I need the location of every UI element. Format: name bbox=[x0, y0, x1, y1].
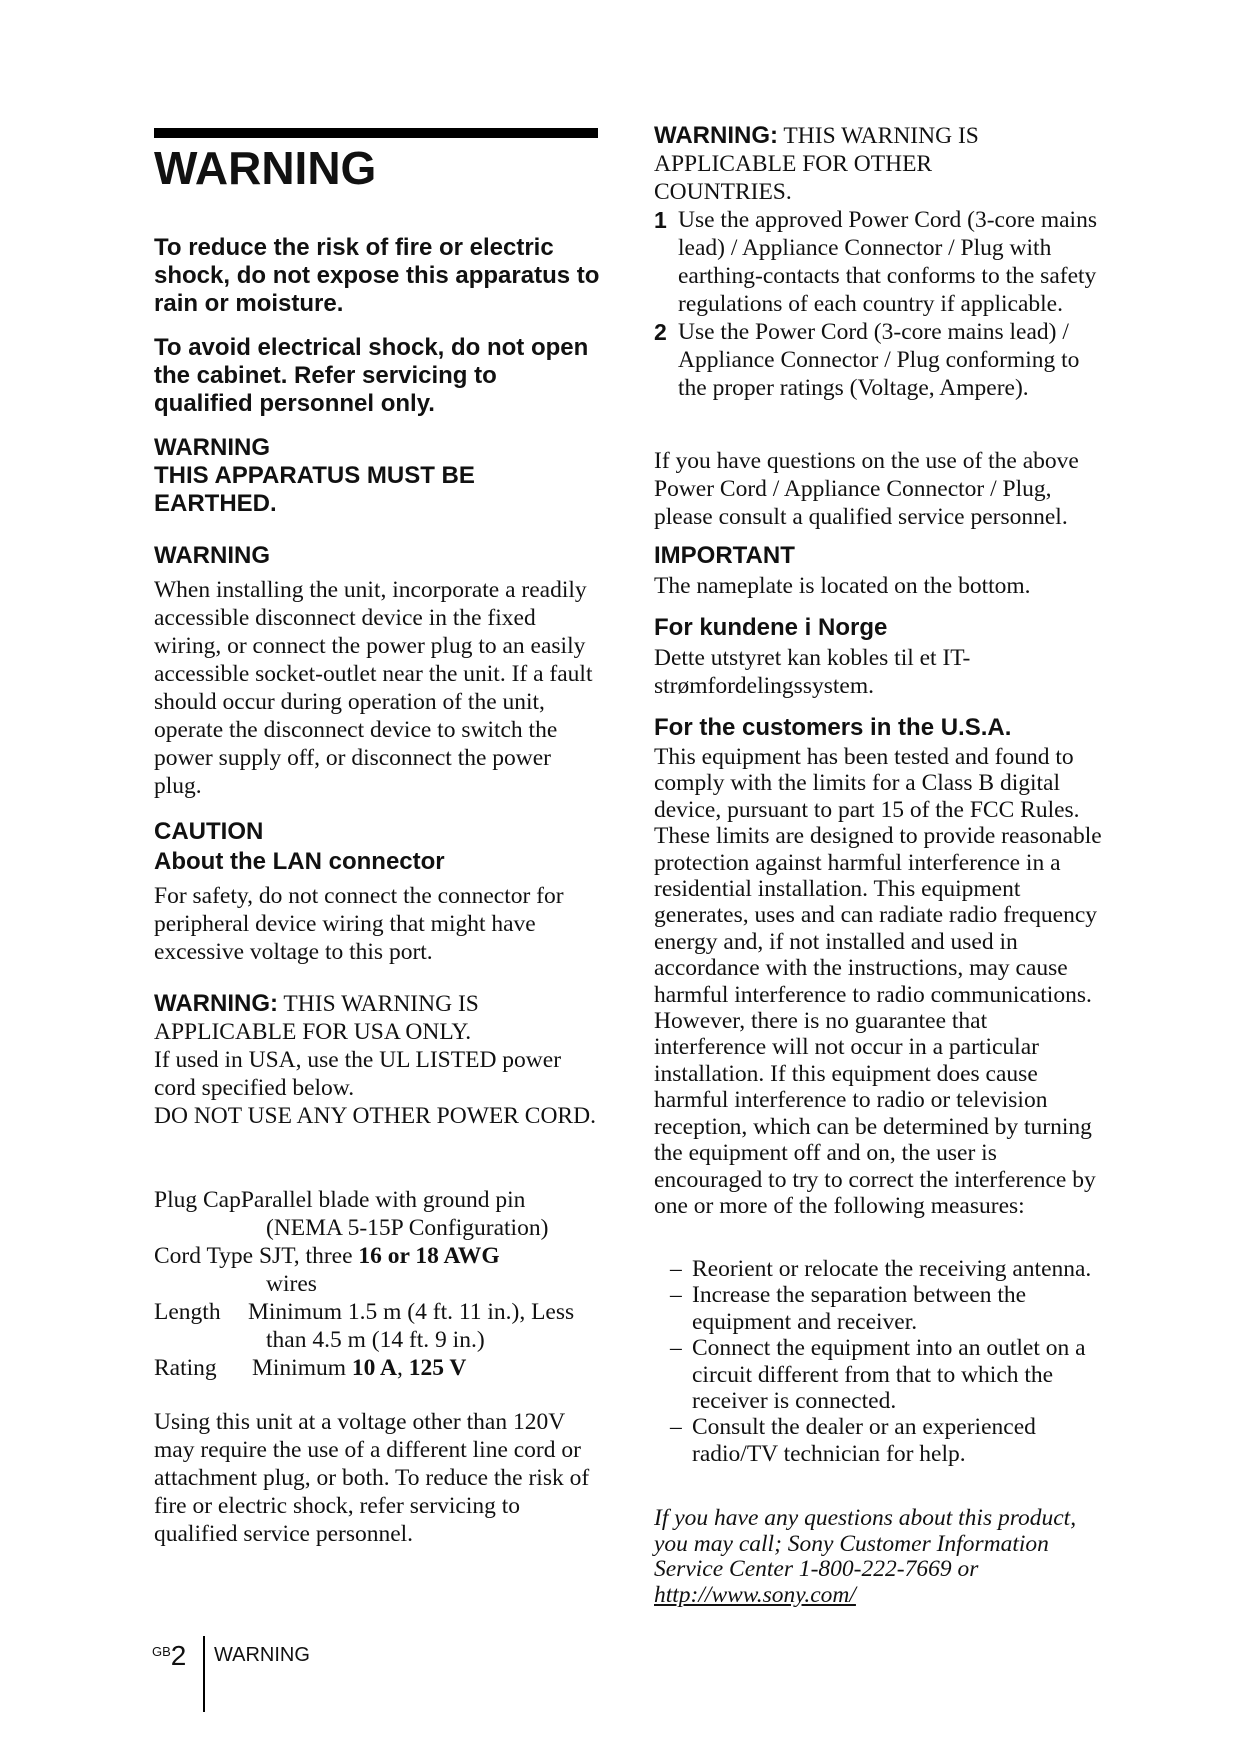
spec-cord-type-cont: wires bbox=[266, 1271, 317, 1297]
list-number: 1 bbox=[654, 207, 667, 233]
spec-length bbox=[154, 1298, 602, 1326]
list-number: 2 bbox=[654, 319, 667, 345]
spec-key: Rating bbox=[154, 1355, 217, 1381]
important-heading: IMPORTANT bbox=[654, 542, 795, 569]
page-number bbox=[152, 1640, 186, 1672]
other-countries-warning bbox=[654, 122, 1102, 402]
spec-value-bold: 125 V bbox=[408, 1355, 467, 1381]
spec-key: Cord Type bbox=[154, 1243, 254, 1269]
page-number-value: 2 bbox=[170, 1640, 187, 1671]
electrical-shock-warning: To avoid electrical shock, do not open the cabinet. Refer servicing to qualified personnel only. bbox=[154, 334, 589, 417]
spec-value: Minimum 1.5 m (4 ft. 11 in.), Less bbox=[248, 1299, 575, 1325]
spec-value: Parallel blade with ground pin bbox=[240, 1187, 526, 1213]
norge-body: Dette utstyret kan kobles til et IT-strømfordelingssystem. bbox=[654, 645, 971, 699]
norge-heading: For kundene i Norge bbox=[654, 614, 888, 641]
list-text: Connect the equipment into an outlet on a circuit different from that to which the receiver is connected. bbox=[692, 1335, 1086, 1415]
spec-rating bbox=[154, 1354, 602, 1382]
contact-text: If you have any questions about this product, you may call; Sony Customer Information Service Center 1-800-222-7669 or bbox=[654, 1505, 1077, 1582]
dash-bullet: – bbox=[670, 1282, 682, 1309]
usa-warning-line2: If used in USA, use the UL LISTED power cord specified below. bbox=[154, 1047, 562, 1101]
contact-info bbox=[654, 1506, 1094, 1608]
footer-divider bbox=[203, 1636, 205, 1712]
usa-warning-label: WARNING: bbox=[154, 990, 278, 1017]
list-item bbox=[654, 206, 1102, 318]
page-title: WARNING bbox=[154, 142, 377, 194]
usa-warning-line1: THIS WARNING IS APPLICABLE FOR USA ONLY. bbox=[154, 991, 479, 1045]
spec-value: SJT, three bbox=[253, 1243, 359, 1269]
list-item bbox=[670, 1414, 1102, 1467]
spec-key: Plug Cap bbox=[154, 1187, 241, 1213]
gb-label: GB bbox=[152, 1644, 171, 1659]
dash-bullet: – bbox=[670, 1256, 682, 1282]
footer-section-label: WARNING bbox=[214, 1644, 310, 1666]
caution-heading: CAUTION bbox=[154, 818, 264, 845]
disconnect-warning-body: When installing the unit, incorporate a readily accessible disconnect device in the fixed wiring, or connect the power plug to an easily accessible socket-outlet near the unit. If a fault should occur during operation of the unit, operate the disconnect device to switch the power supply off, or disconnect the power plug. bbox=[154, 577, 593, 799]
list-text: Increase the separation between the equipment and receiver. bbox=[692, 1282, 1027, 1335]
spec-length-cont: than 4.5 m (14 ft. 9 in.) bbox=[266, 1327, 485, 1353]
list-item bbox=[670, 1335, 1102, 1414]
fire-shock-warning: To reduce the risk of fire or electric shock, do not expose this apparatus to rain or moisture. bbox=[154, 234, 600, 317]
important-body: The nameplate is located on the bottom. bbox=[654, 573, 1031, 599]
power-cord-spec bbox=[154, 1186, 602, 1382]
fcc-statement: This equipment has been tested and found to comply with the limits for a Class B digital device, pursuant to part 15 of the FCC Rules. These limits are designed to provide reasonable protection against harmful interference in a residential installation. This equipment generates, uses and can radiate radio frequency energy and, if not installed and used in accordance with the instructions, may cause harmful interference to radio communications. However, there is no guarantee that interference will not occur in a particular installation. If this equipment does cause harmful interference to radio or television reception, which can be determined by turning the equipment off and on, the user is encouraged to try to correct the interference by one or more of the following measures: bbox=[654, 744, 1102, 1219]
spec-value: Minimum bbox=[252, 1355, 352, 1381]
disconnect-warning-heading: WARNING bbox=[154, 542, 270, 569]
list-text: Reorient or relocate the receiving antenna. bbox=[692, 1256, 1092, 1282]
list-item bbox=[670, 1256, 1102, 1282]
usa-warning bbox=[154, 990, 602, 1130]
list-text: Consult the dealer or an experienced radio/TV technician for help. bbox=[692, 1414, 1036, 1467]
list-item bbox=[670, 1282, 1102, 1335]
spec-value-bold: 10 A bbox=[351, 1355, 397, 1381]
earthed-warning-text: THIS APPARATUS MUST BE EARTHED. bbox=[154, 462, 475, 517]
dash-bullet: – bbox=[670, 1335, 682, 1362]
spec-plug-cap-cont: (NEMA 5-15P Configuration) bbox=[266, 1215, 549, 1241]
voltage-note: Using this unit at a voltage other than 120V may require the use of a different line cord or attachment plug, or both. To reduce the risk of fire or electric shock, refer servicing to qualified service personnel. bbox=[154, 1409, 590, 1547]
list-item bbox=[654, 318, 1102, 402]
other-warning-label: WARNING: bbox=[654, 122, 778, 149]
dash-bullet: – bbox=[670, 1414, 682, 1441]
list-text: Use the approved Power Cord (3-core mains lead) / Appliance Connector / Plug with earthing-contacts that conforms to the safety regulations of each country if applicable. bbox=[678, 207, 1097, 317]
earthed-warning-heading: WARNING bbox=[154, 434, 270, 461]
sony-website-link[interactable]: http://www.sony.com/ bbox=[654, 1581, 856, 1608]
spec-key: Length bbox=[154, 1299, 221, 1325]
measures-list bbox=[654, 1256, 1102, 1467]
spec-value-bold: 16 or 18 AWG bbox=[358, 1243, 500, 1269]
title-rule bbox=[154, 128, 598, 138]
other-warning-line: THIS WARNING IS APPLICABLE FOR OTHER COUNTRIES. bbox=[654, 123, 979, 205]
power-cord-questions: If you have questions on the use of the above Power Cord / Appliance Connector / Plug, please consult a qualified service personnel. bbox=[654, 448, 1079, 530]
usa-warning-line3: DO NOT USE ANY OTHER POWER CORD. bbox=[154, 1103, 596, 1129]
spec-plug-cap bbox=[154, 1186, 602, 1214]
lan-connector-body: For safety, do not connect the connector for peripheral device wiring that might have excessive voltage to this port. bbox=[154, 883, 564, 965]
usa-customers-heading: For the customers in the U.S.A. bbox=[654, 714, 1012, 741]
lan-connector-heading: About the LAN connector bbox=[154, 848, 445, 875]
spec-sep: , bbox=[396, 1355, 409, 1381]
list-text: Use the Power Cord (3-core mains lead) / Appliance Connector / Plug conforming to the proper ratings (Voltage, Ampere). bbox=[678, 319, 1080, 401]
spec-cord-type bbox=[154, 1242, 602, 1270]
